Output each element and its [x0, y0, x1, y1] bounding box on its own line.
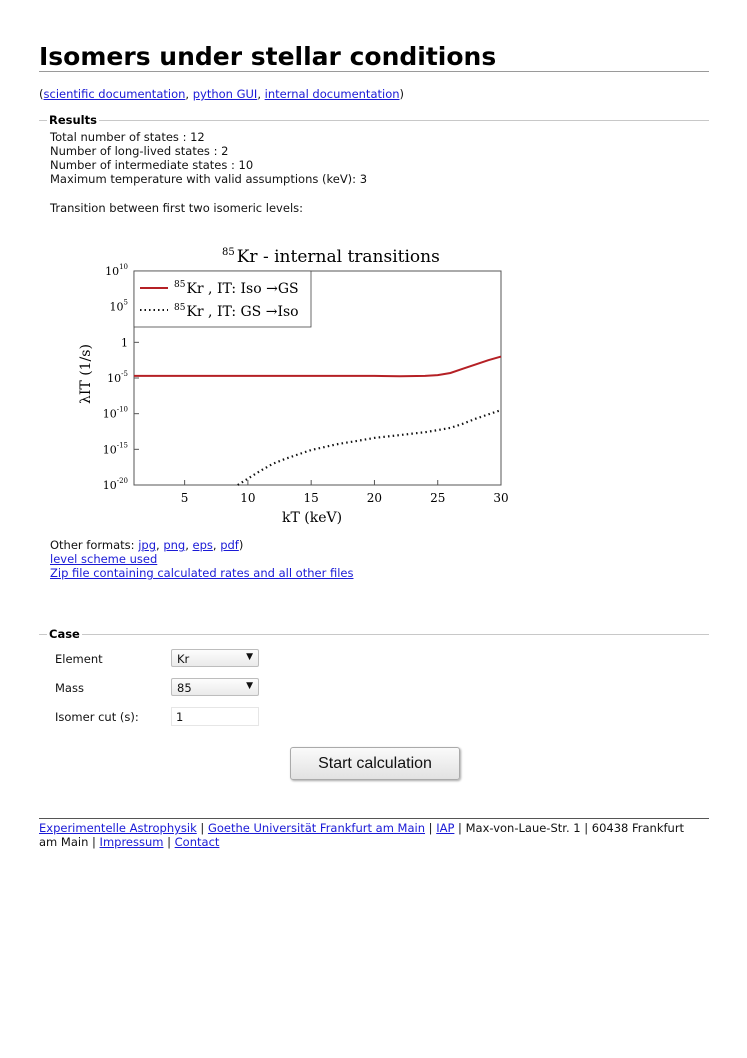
- series-line-gs-iso: [238, 410, 501, 485]
- format-eps-link[interactable]: eps: [192, 538, 213, 552]
- results-legend: Results: [49, 113, 97, 127]
- footer-link-impressum[interactable]: Impressum: [99, 835, 164, 849]
- transition-label: Transition between first two isomeric levels:: [50, 201, 303, 215]
- format-png-link[interactable]: png: [163, 538, 186, 552]
- element-label: Element: [55, 652, 103, 666]
- y-tick-label: $10^{-10}$: [102, 405, 128, 421]
- title-divider: [39, 71, 709, 72]
- y-tick-label: 1: [121, 336, 128, 350]
- footer-link-contact[interactable]: Contact: [174, 835, 220, 849]
- stat-intermediate-states: Number of intermediate states : 10: [50, 158, 254, 172]
- element-select-value: Kr: [177, 652, 190, 666]
- series-line-iso-gs: [134, 357, 501, 377]
- x-tick-label: 10: [240, 491, 256, 505]
- footer-link-iap[interactable]: IAP: [436, 821, 455, 835]
- other-formats-label: Other formats:: [50, 538, 135, 552]
- start-calculation-button[interactable]: Start calculation: [290, 747, 460, 780]
- x-tick-label: 25: [430, 491, 446, 505]
- y-tick-label: $10^5$: [109, 298, 128, 314]
- chevron-down-icon: ▼: [246, 681, 253, 691]
- footer: Experimentelle Astrophysik | Goethe Universität Frankfurt am Main | IAP | Max-von-Laue-Str. 1 | 60438 Frankfurt am Main | Impressum | Contact: [39, 821, 685, 849]
- legend-label-iso-gs: Kr , IT: Iso →GS: [186, 281, 299, 297]
- legend-entry-gs-iso: [174, 303, 299, 320]
- stat-total-states: Total number of states : 12: [50, 130, 205, 144]
- doc-links: (scientific documentation, python GUI, internal documentation): [39, 87, 405, 101]
- case-section: [39, 627, 709, 641]
- footer-link-goethe[interactable]: Goethe Universität Frankfurt am Main: [207, 821, 426, 835]
- element-select[interactable]: [171, 649, 259, 667]
- isomer-cut-label: Isomer cut (s):: [55, 710, 139, 724]
- legend-sup-gs-iso: 85: [174, 303, 186, 313]
- other-formats: Other formats: jpg, png, eps, pdf) level scheme used Zip file containing calculated rates and all other files: [50, 538, 354, 580]
- x-tick-label: 30: [493, 491, 509, 505]
- x-tick-label: 15: [303, 491, 319, 505]
- chevron-down-icon: ▼: [246, 652, 253, 662]
- results-section: [39, 113, 709, 127]
- chart-title-text: Kr - internal transitions: [236, 247, 440, 267]
- y-tick-label: $10^{10}$: [105, 263, 128, 278]
- chart-legend: [134, 271, 311, 327]
- internal-documentation-link[interactable]: internal documentation: [264, 87, 400, 101]
- case-legend: Case: [49, 627, 80, 641]
- mass-select-value: 85: [177, 681, 192, 695]
- mass-select[interactable]: [171, 678, 259, 696]
- y-tick-label: $10^{-5}$: [107, 370, 128, 385]
- stat-long-lived-states: Number of long-lived states : 2: [50, 144, 229, 158]
- legend-label-gs-iso: Kr , IT: GS →Iso: [186, 304, 299, 320]
- format-pdf-link[interactable]: pdf: [220, 538, 239, 552]
- isomer-cut-input[interactable]: 1: [171, 707, 259, 726]
- footer-link-astrophysik[interactable]: Experimentelle Astrophysik: [39, 821, 197, 835]
- python-gui-link[interactable]: python GUI: [192, 87, 258, 101]
- stat-max-temperature: Maximum temperature with valid assumptions (keV): 3: [50, 172, 368, 186]
- footer-divider: [39, 818, 709, 819]
- level-scheme-link[interactable]: level scheme used: [50, 552, 158, 566]
- mass-label: Mass: [55, 681, 84, 695]
- format-jpg-link[interactable]: jpg: [138, 538, 156, 552]
- chart-title: [222, 247, 440, 267]
- x-tick-label: 5: [180, 491, 189, 505]
- chart-title-sup: 85: [222, 247, 235, 258]
- footer-address: Max-von-Laue-Str. 1 | 60438 Frankfurt am Main: [39, 821, 685, 849]
- y-tick-label: $10^{-15}$: [102, 441, 128, 457]
- zip-file-link[interactable]: Zip file containing calculated rates and all other files: [50, 566, 354, 580]
- y-axis-label: λIT (1/s): [78, 344, 94, 404]
- results-stats: [50, 130, 367, 186]
- legend-entry-iso-gs: [174, 280, 299, 297]
- y-tick-label: $10^{-20}$: [102, 477, 128, 492]
- page-title: Isomers under stellar conditions: [39, 42, 497, 71]
- scientific-documentation-link[interactable]: scientific documentation: [43, 87, 186, 101]
- x-axis-label: kT (keV): [282, 510, 343, 526]
- legend-sup-iso-gs: 85: [174, 280, 186, 290]
- x-tick-label: 20: [366, 491, 383, 505]
- transition-rate-chart: [70, 238, 530, 530]
